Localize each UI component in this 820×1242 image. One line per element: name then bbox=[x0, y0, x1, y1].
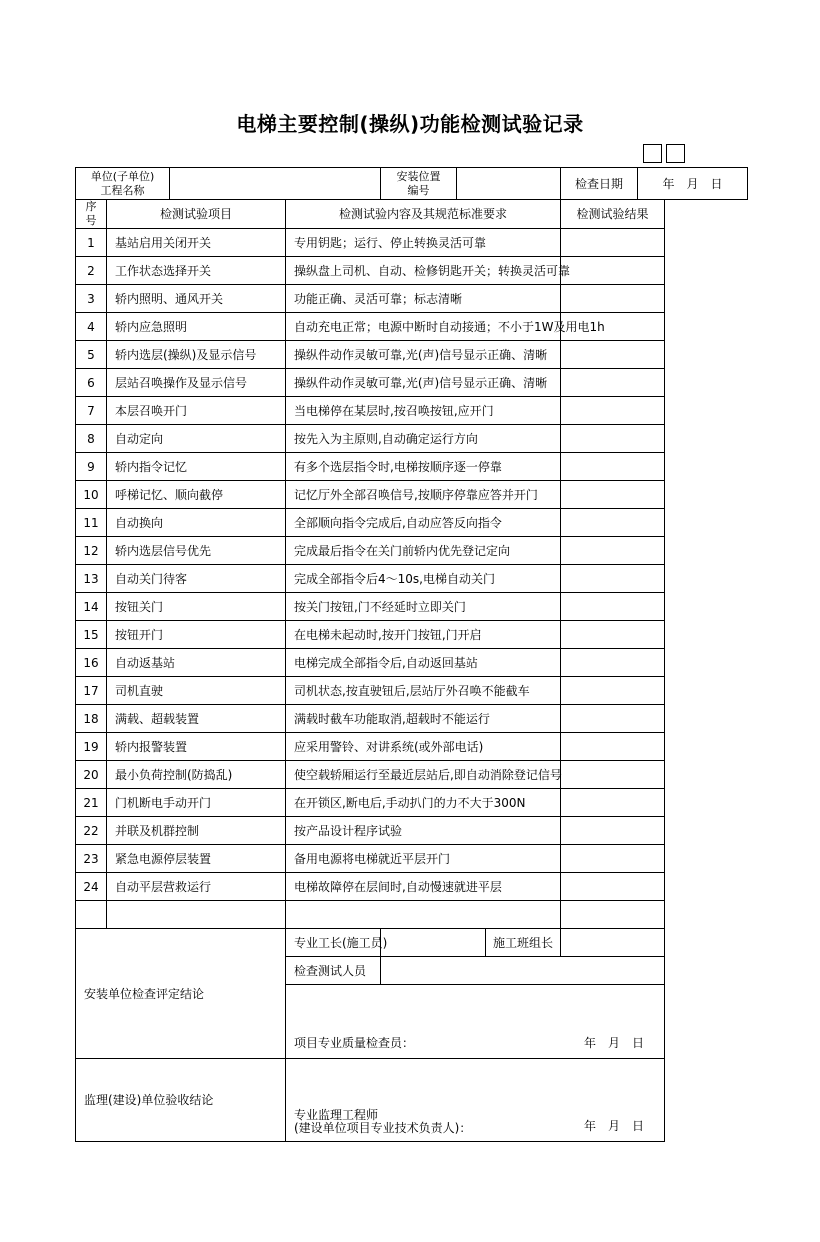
row-item: 呼梯记忆、顺向截停 bbox=[107, 481, 286, 509]
row-no: 17 bbox=[76, 677, 107, 705]
row-content: 全部顺向指令完成后,自动应答反向指令 bbox=[286, 509, 561, 537]
blank-row bbox=[76, 901, 748, 929]
row-item: 自动定向 bbox=[107, 425, 286, 453]
unit-label-line1: 单位(子单位) bbox=[90, 169, 155, 183]
install-value-cell[interactable] bbox=[457, 168, 561, 200]
col-item: 检测试验项目 bbox=[107, 200, 286, 229]
table-row bbox=[76, 509, 748, 537]
table-row bbox=[76, 565, 748, 593]
row-content: 自动充电正常；电源中断时自动接通；不小于1W及用电1h bbox=[286, 313, 561, 341]
row-no: 10 bbox=[76, 481, 107, 509]
blank-seq[interactable] bbox=[76, 901, 107, 929]
row-content: 电梯完成全部指令后,自动返回基站 bbox=[286, 649, 561, 677]
row-result[interactable] bbox=[561, 425, 665, 453]
row-result[interactable] bbox=[561, 341, 665, 369]
row-no: 18 bbox=[76, 705, 107, 733]
row-no: 1 bbox=[76, 229, 107, 257]
header-row bbox=[76, 168, 748, 200]
row-item: 轿内应急照明 bbox=[107, 313, 286, 341]
row-result[interactable] bbox=[561, 761, 665, 789]
row-item: 轿内指令记忆 bbox=[107, 453, 286, 481]
blank-content[interactable] bbox=[286, 901, 561, 929]
row-no: 5 bbox=[76, 341, 107, 369]
date-value[interactable]: 年 月 日 bbox=[662, 176, 723, 191]
table-row bbox=[76, 453, 748, 481]
row-no: 9 bbox=[76, 453, 107, 481]
row-item: 自动换向 bbox=[107, 509, 286, 537]
row-content: 按关门按钮,门不经延时立即关门 bbox=[286, 593, 561, 621]
row-content: 专用钥匙；运行、停止转换灵活可靠 bbox=[286, 229, 561, 257]
row-result[interactable] bbox=[561, 845, 665, 873]
checkbox-group bbox=[643, 144, 689, 163]
row-result[interactable] bbox=[561, 285, 665, 313]
row-result[interactable] bbox=[561, 537, 665, 565]
table-row bbox=[76, 845, 748, 873]
row-item: 基站启用关闭开关 bbox=[107, 229, 286, 257]
row-no: 11 bbox=[76, 509, 107, 537]
table-row bbox=[76, 397, 748, 425]
row-no: 7 bbox=[76, 397, 107, 425]
row-result[interactable] bbox=[561, 229, 665, 257]
row-result[interactable] bbox=[561, 453, 665, 481]
row-result[interactable] bbox=[561, 369, 665, 397]
row-item: 轿内选层信号优先 bbox=[107, 537, 286, 565]
column-header-row bbox=[76, 200, 748, 229]
inspection-form bbox=[75, 167, 748, 1142]
table-row bbox=[76, 733, 748, 761]
date-label: 检查日期 bbox=[561, 168, 638, 199]
row-item: 自动关门待客 bbox=[107, 565, 286, 593]
row-content: 在电梯未起动时,按开门按钮,门开启 bbox=[286, 621, 561, 649]
row-item: 本层召唤开门 bbox=[107, 397, 286, 425]
row-result[interactable] bbox=[561, 677, 665, 705]
row-result[interactable] bbox=[561, 593, 665, 621]
quality-inspector-label: 项目专业质量检查员： bbox=[294, 1036, 415, 1050]
supervision-conclusion-label: 监理(建设)单位验收结论 bbox=[76, 1059, 286, 1142]
row-no: 20 bbox=[76, 761, 107, 789]
row-content: 记忆厅外全部召唤信号,按顺序停靠应答并开门 bbox=[286, 481, 561, 509]
row-no: 6 bbox=[76, 369, 107, 397]
row-content: 功能正确、灵活可靠；标志清晰 bbox=[286, 285, 561, 313]
table-row bbox=[76, 229, 748, 257]
col-result: 检测试验结果 bbox=[561, 200, 665, 229]
row-content: 备用电源将电梯就近平层开门 bbox=[286, 845, 561, 873]
row-result[interactable] bbox=[561, 873, 665, 901]
row-result[interactable] bbox=[561, 509, 665, 537]
row-item: 轿内照明、通风开关 bbox=[107, 285, 286, 313]
row-no: 14 bbox=[76, 593, 107, 621]
col-seq bbox=[76, 200, 107, 229]
table-row bbox=[76, 425, 748, 453]
row-no: 22 bbox=[76, 817, 107, 845]
team-leader-label: 施工班组长 bbox=[486, 929, 561, 957]
install-label-line2: 编号 bbox=[407, 183, 430, 197]
table-row bbox=[76, 369, 748, 397]
row-item: 门机断电手动开门 bbox=[107, 789, 286, 817]
col-seq-line1: 序 bbox=[85, 200, 97, 213]
row-item: 按钮开门 bbox=[107, 621, 286, 649]
table-row bbox=[76, 257, 748, 285]
col-seq-line2: 号 bbox=[85, 214, 97, 227]
row-result[interactable] bbox=[561, 257, 665, 285]
row-item: 自动返基站 bbox=[107, 649, 286, 677]
table-row bbox=[76, 313, 748, 341]
row-result[interactable] bbox=[561, 649, 665, 677]
row-no: 24 bbox=[76, 873, 107, 901]
table-row bbox=[76, 649, 748, 677]
row-no: 4 bbox=[76, 313, 107, 341]
row-content: 完成最后指令在关门前轿内优先登记定向 bbox=[286, 537, 561, 565]
row-content: 在开锁区,断电后,手动扒门的力不大于300N bbox=[286, 789, 561, 817]
code-box-1[interactable] bbox=[643, 144, 662, 163]
code-box-2[interactable] bbox=[666, 144, 685, 163]
row-no: 15 bbox=[76, 621, 107, 649]
row-item: 工作状态选择开关 bbox=[107, 257, 286, 285]
row-content: 完成全部指令后4～10s,电梯自动关门 bbox=[286, 565, 561, 593]
foreman-value[interactable] bbox=[381, 929, 486, 957]
blank-item[interactable] bbox=[107, 901, 286, 929]
table-row bbox=[76, 593, 748, 621]
row-content: 当电梯停在某层时,按召唤按钮,应开门 bbox=[286, 397, 561, 425]
row-no: 8 bbox=[76, 425, 107, 453]
team-leader-value[interactable] bbox=[561, 929, 665, 957]
foreman-row bbox=[76, 929, 748, 957]
row-item: 最小负荷控制(防捣乱) bbox=[107, 761, 286, 789]
row-result[interactable] bbox=[561, 481, 665, 509]
row-content: 应采用警铃、对讲系统(或外部电话) bbox=[286, 733, 561, 761]
table-row bbox=[76, 817, 748, 845]
unit-value-cell[interactable] bbox=[170, 168, 381, 200]
row-item: 轿内选层(操纵)及显示信号 bbox=[107, 341, 286, 369]
row-item: 司机直驶 bbox=[107, 677, 286, 705]
supervision-sign-cell[interactable] bbox=[286, 1059, 665, 1142]
row-result[interactable] bbox=[561, 397, 665, 425]
row-result[interactable] bbox=[561, 817, 665, 845]
row-item: 并联及机群控制 bbox=[107, 817, 286, 845]
row-content: 按先入为主原则,自动确定运行方向 bbox=[286, 425, 561, 453]
engineer-label-line1: 专业监理工程师 bbox=[294, 1108, 379, 1122]
table-row bbox=[76, 341, 748, 369]
row-content: 司机状态,按直驶钮后,层站厅外召唤不能截车 bbox=[286, 677, 561, 705]
quality-sign-cell[interactable] bbox=[286, 985, 665, 1059]
row-no: 23 bbox=[76, 845, 107, 873]
row-content: 按产品设计程序试验 bbox=[286, 817, 561, 845]
row-result[interactable] bbox=[561, 705, 665, 733]
table-row bbox=[76, 761, 748, 789]
row-content: 操纵件动作灵敏可靠,光(声)信号显示正确、清晰 bbox=[286, 341, 561, 369]
row-item: 紧急电源停层装置 bbox=[107, 845, 286, 873]
row-no: 16 bbox=[76, 649, 107, 677]
col-content: 检测试验内容及其规范标准要求 bbox=[286, 200, 561, 229]
row-content: 满载时截车功能取消,超载时不能运行 bbox=[286, 705, 561, 733]
table-row bbox=[76, 789, 748, 817]
row-no: 19 bbox=[76, 733, 107, 761]
foreman-label: 专业工长(施工员) bbox=[286, 929, 381, 957]
row-item: 按钮关门 bbox=[107, 593, 286, 621]
row-content: 电梯故障停在层间时,自动慢速就进平层 bbox=[286, 873, 561, 901]
install-label-line1: 安装位置 bbox=[396, 169, 441, 183]
row-no: 2 bbox=[76, 257, 107, 285]
blank-result[interactable] bbox=[561, 901, 665, 929]
row-item: 自动平层营救运行 bbox=[107, 873, 286, 901]
row-result[interactable] bbox=[561, 789, 665, 817]
row-content: 操纵盘上司机、自动、检修钥匙开关；转换灵活可靠 bbox=[286, 257, 561, 285]
row-item: 满载、超载装置 bbox=[107, 705, 286, 733]
engineer-label bbox=[294, 1109, 471, 1135]
table-row bbox=[76, 481, 748, 509]
engineer-label-line2: (建设单位项目专业技术负责人)： bbox=[294, 1121, 472, 1135]
tester-value[interactable] bbox=[381, 957, 665, 985]
row-content: 有多个选层指令时,电梯按顺序逐一停靠 bbox=[286, 453, 561, 481]
supervision-date: 年 月 日 bbox=[583, 1119, 644, 1133]
row-no: 3 bbox=[76, 285, 107, 313]
row-result[interactable] bbox=[561, 565, 665, 593]
table-row bbox=[76, 285, 748, 313]
install-label-cell bbox=[381, 168, 457, 200]
row-result[interactable] bbox=[561, 621, 665, 649]
table-row bbox=[76, 537, 748, 565]
row-no: 12 bbox=[76, 537, 107, 565]
table-row bbox=[76, 677, 748, 705]
install-conclusion-label: 安装单位检查评定结论 bbox=[76, 929, 286, 1059]
table-row bbox=[76, 621, 748, 649]
tester-label: 检查测试人员 bbox=[286, 957, 381, 985]
unit-label-cell bbox=[76, 168, 170, 200]
row-content: 操纵件动作灵敏可靠,光(声)信号显示正确、清晰 bbox=[286, 369, 561, 397]
table-row bbox=[76, 705, 748, 733]
date-cell bbox=[561, 168, 748, 200]
row-content: 使空载轿厢运行至最近层站后,即自动消除登记信号 bbox=[286, 761, 561, 789]
table-row bbox=[76, 873, 748, 901]
row-result[interactable] bbox=[561, 733, 665, 761]
row-item: 层站召唤操作及显示信号 bbox=[107, 369, 286, 397]
page-title: 电梯主要控制(操纵)功能检测试验记录 bbox=[236, 112, 584, 136]
unit-label-line2: 工程名称 bbox=[100, 183, 145, 197]
supervision-row bbox=[76, 1059, 748, 1142]
row-item: 轿内报警装置 bbox=[107, 733, 286, 761]
row-no: 13 bbox=[76, 565, 107, 593]
row-no: 21 bbox=[76, 789, 107, 817]
quality-date: 年 月 日 bbox=[583, 1036, 644, 1050]
